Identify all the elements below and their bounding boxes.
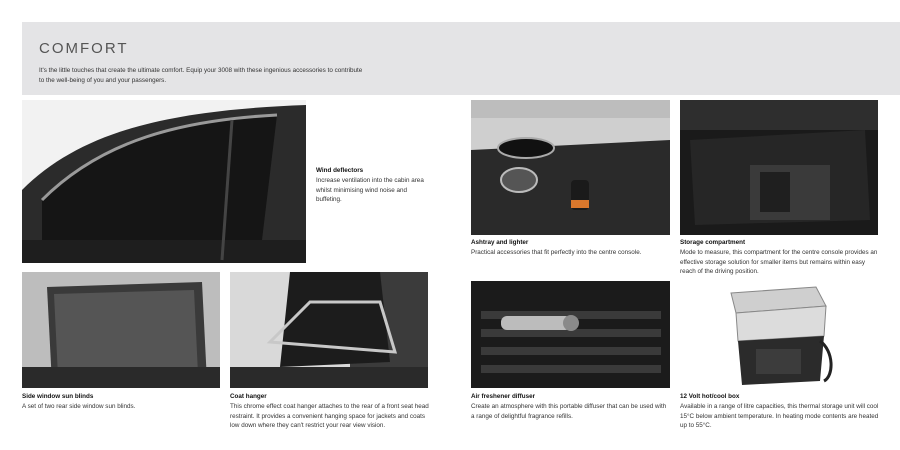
storage-compartment-caption xyxy=(680,238,880,277)
storage-compartment-text: Mode to measure, this compartment for the centre console provides an effective storage solution for smaller items but remains within easy reach of the driving position. xyxy=(680,248,878,276)
cool-box-text: Available in a range of litre capacities, this thermal storage unit will cool 15°C below ambient temperature. In heating mode contents are heated up to 55°C. xyxy=(680,402,879,430)
ashtray-text: Practical accessories that fit perfectly into the centre console. xyxy=(471,248,642,256)
sun-blinds-photo xyxy=(22,272,220,388)
sun-blinds-text: A set of two rear side window sun blinds. xyxy=(22,402,136,410)
coat-hanger-text: This chrome effect coat hanger attaches to the rear of a front seat head restraint. It provides a convenient hanging space for jackets and coats low down where they can't restrict your rear view vision. xyxy=(230,402,429,430)
intro-text: It's the little touches that create the ultimate comfort. Equip your 3008 with these ingenious accessories to contribute to the well-being of you and your passengers. xyxy=(39,67,363,84)
cool-box-caption xyxy=(680,392,880,431)
wind-deflectors-photo xyxy=(22,100,306,263)
sun-blinds-caption xyxy=(22,392,220,412)
page-title: COMFORT xyxy=(39,40,129,57)
air-freshener-title: Air freshener diffuser xyxy=(471,393,536,400)
storage-compartment-title: Storage compartment xyxy=(680,239,746,246)
air-freshener-caption xyxy=(471,392,670,421)
ashtray-caption xyxy=(471,238,670,258)
coat-hanger-photo xyxy=(230,272,428,388)
wind-deflectors-title: Wind deflectors xyxy=(316,167,364,174)
air-freshener-text: Create an atmosphere with this portable diffuser that can be used with a range of delightful fragrance refills. xyxy=(471,402,667,420)
sun-blinds-title: Side window sun blinds xyxy=(22,393,94,400)
coat-hanger-title: Coat hanger xyxy=(230,393,267,400)
air-freshener-photo xyxy=(471,281,670,388)
wind-deflectors-caption xyxy=(316,166,424,205)
ashtray-title: Ashtray and lighter xyxy=(471,239,529,246)
cool-box-title: 12 Volt hot/cool box xyxy=(680,393,740,400)
wind-deflectors-text: Increase ventilation into the cabin area whilst minimising wind noise and buffeting. xyxy=(316,176,424,204)
header-banner xyxy=(22,22,900,95)
cool-box-photo xyxy=(716,281,838,391)
coat-hanger-caption xyxy=(230,392,430,431)
storage-compartment-photo xyxy=(680,100,878,235)
ashtray-photo xyxy=(471,100,670,235)
